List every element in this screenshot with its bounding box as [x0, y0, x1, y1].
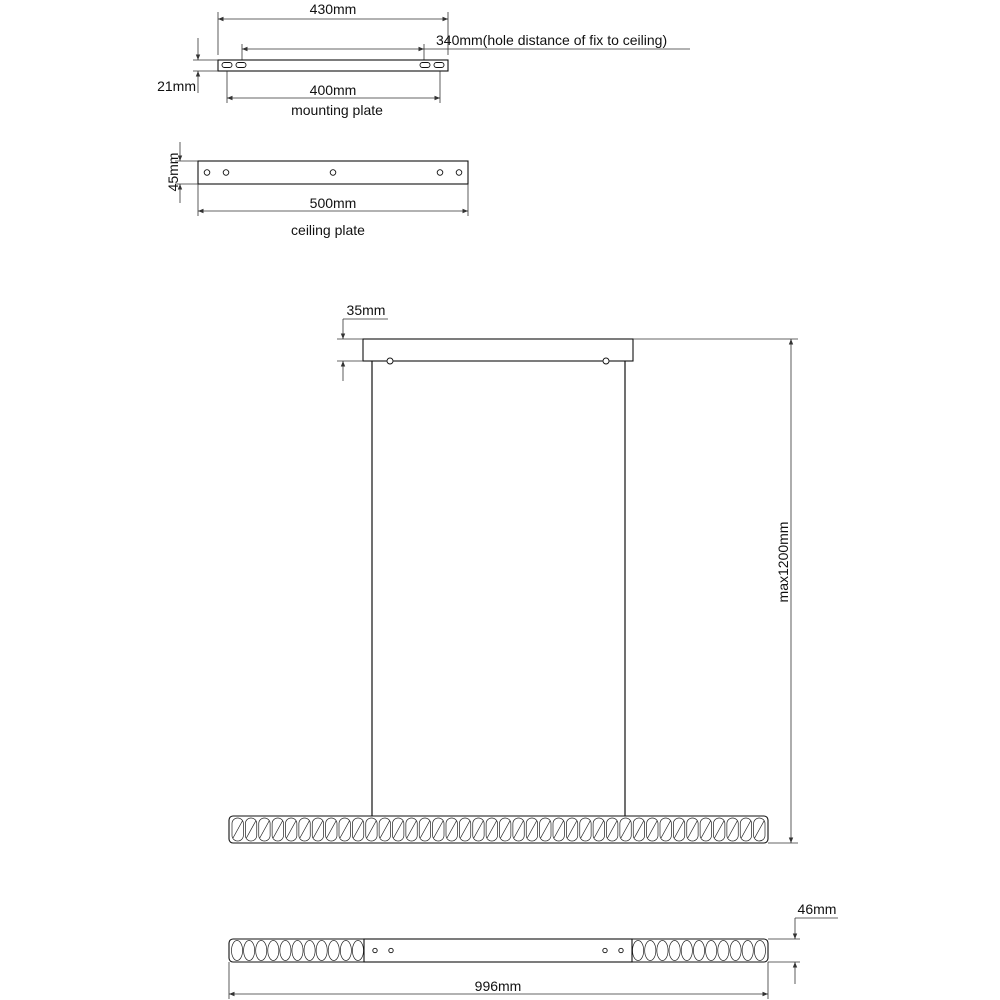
- bottom-crystal: [718, 941, 729, 961]
- bottom-crystal: [268, 941, 279, 961]
- ceiling-plate-height-label: 45mm: [165, 152, 181, 192]
- bottom-crystal: [681, 941, 692, 961]
- bottom-crystal: [669, 941, 680, 961]
- mounting-plate-inner-label: 400mm: [309, 82, 357, 98]
- mounting-plate-height-label: 21mm: [157, 78, 196, 94]
- bottom-crystal: [645, 941, 656, 961]
- bottom-crystal: [693, 941, 704, 961]
- mounting-plate-slot: [434, 63, 444, 68]
- canopy-height-label: 35mm: [346, 302, 386, 318]
- ceiling-plate-hole: [223, 170, 229, 176]
- bottom-crystal: [742, 941, 753, 961]
- bottom-crystal: [316, 941, 327, 961]
- bottom-crystal: [657, 941, 668, 961]
- bottom-view: [229, 901, 838, 999]
- mounting-plate-width-label: 430mm: [309, 1, 357, 17]
- mounting-plate-slot: [222, 63, 232, 68]
- bottom-crystal: [730, 941, 741, 961]
- mounting-plate: [218, 60, 448, 71]
- bottom-plate-hole: [603, 948, 607, 952]
- bottom-crystal: [706, 941, 717, 961]
- front-view: [229, 302, 798, 843]
- bottom-crystal: [256, 941, 267, 961]
- bottom-crystal: [232, 941, 243, 961]
- ceiling-plate-hole: [437, 170, 443, 176]
- bottom-center-plate: [364, 939, 632, 962]
- bottom-depth-label: 46mm: [797, 901, 837, 917]
- bottom-crystal: [352, 941, 363, 961]
- bottom-crystal: [754, 941, 765, 961]
- bottom-plate-hole: [619, 948, 623, 952]
- bottom-plate-hole: [373, 948, 377, 952]
- bottom-plate-hole: [389, 948, 393, 952]
- mounting-plate-slot: [236, 63, 246, 68]
- mounting-plate-view: [157, 1, 690, 118]
- mounting-plate-hole-label: 340mm(hole distance of fix to ceiling): [436, 32, 668, 48]
- canopy-screw: [603, 358, 609, 364]
- drop-height-label: max1200mm: [775, 521, 791, 603]
- mounting-plate-caption: mounting plate: [291, 102, 383, 118]
- bottom-crystal: [328, 941, 339, 961]
- ceiling-plate-view: [165, 142, 468, 238]
- ceiling-plate-hole: [330, 170, 336, 176]
- canopy-screw: [387, 358, 393, 364]
- bottom-crystal: [292, 941, 303, 961]
- ceiling-plate-hole: [204, 170, 210, 176]
- ceiling-plate-hole: [456, 170, 462, 176]
- bottom-crystal: [304, 941, 315, 961]
- mounting-plate-slot: [420, 63, 430, 68]
- bottom-crystal: [633, 941, 644, 961]
- bottom-crystal: [340, 941, 351, 961]
- bottom-length-label: 996mm: [474, 978, 522, 994]
- bottom-crystal: [244, 941, 255, 961]
- ceiling-plate-width-label: 500mm: [309, 195, 357, 211]
- ceiling-plate-caption: ceiling plate: [291, 222, 365, 238]
- canopy: [363, 339, 633, 361]
- bottom-crystal: [280, 941, 291, 961]
